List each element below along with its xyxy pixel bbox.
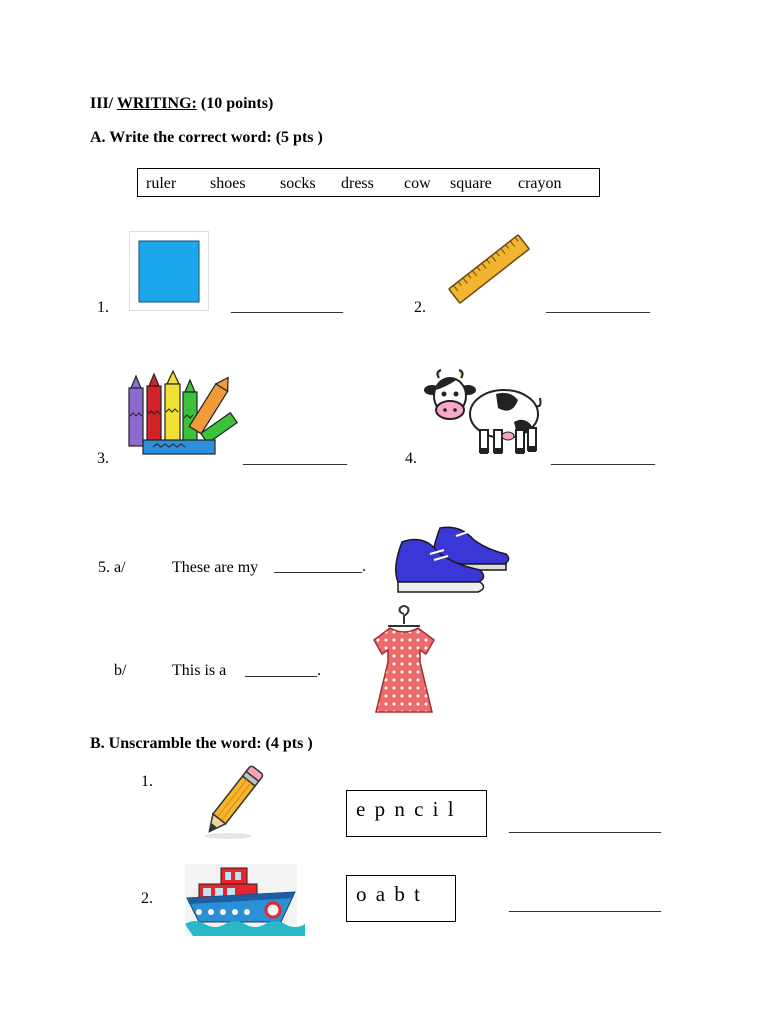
item-4-blank: _____________ [551, 450, 655, 467]
dress-icon [366, 604, 442, 716]
section-title: WRITING: [116, 95, 197, 112]
section-header [90, 95, 273, 113]
item-5a-label: 5. a/ [98, 559, 126, 576]
word-bank-item: dress [341, 175, 374, 192]
part-a-heading: A. Write the correct word: (5 pts ) [90, 129, 323, 146]
item-5b-label: b/ [114, 662, 127, 679]
word-bank-item: shoes [210, 175, 246, 192]
word-bank-item: ruler [146, 175, 177, 192]
boat-icon [185, 864, 297, 936]
item-5a-blank: ___________. [274, 558, 366, 575]
word-bank-item: cow [404, 175, 431, 192]
unscramble-1-number: 1. [141, 773, 153, 790]
item-5a-text: These are my [172, 559, 259, 576]
scrambled-word-1: e p n c i l [356, 797, 456, 821]
word-bank-item: crayon [518, 175, 562, 192]
scrambled-word-box-1 [346, 790, 487, 837]
item-1-number: 1. [97, 299, 109, 316]
word-bank-item: socks [280, 175, 316, 192]
cow-icon [424, 370, 546, 458]
unscramble-2-number: 2. [141, 890, 153, 907]
item-5b-text: This is a [172, 662, 227, 679]
item-3-blank: _____________ [243, 450, 347, 467]
item-4-number: 4. [405, 450, 417, 467]
ruler-icon [448, 232, 530, 306]
item-2-number: 2. [414, 299, 426, 316]
item-2-blank: _____________ [546, 298, 650, 315]
shoes-icon [396, 520, 512, 594]
crayons-icon [123, 366, 229, 462]
scrambled-word-box-2 [346, 875, 456, 922]
section-prefix: III/ [90, 95, 114, 112]
unscramble-2-blank: ___________________ [509, 897, 661, 914]
word-bank [137, 168, 600, 197]
word-bank-item: square [450, 175, 492, 192]
unscramble-1-blank: ___________________ [509, 818, 661, 835]
part-b-heading: B. Unscramble the word: (4 pts ) [90, 735, 313, 752]
item-3-number: 3. [97, 450, 109, 467]
item-5b-blank: _________. [245, 662, 321, 679]
section-points: (10 points) [200, 95, 274, 112]
square-icon [129, 231, 209, 311]
scrambled-word-2: o a b t [356, 882, 422, 906]
item-1-blank: ______________ [231, 298, 343, 315]
pencil-icon [198, 760, 270, 840]
